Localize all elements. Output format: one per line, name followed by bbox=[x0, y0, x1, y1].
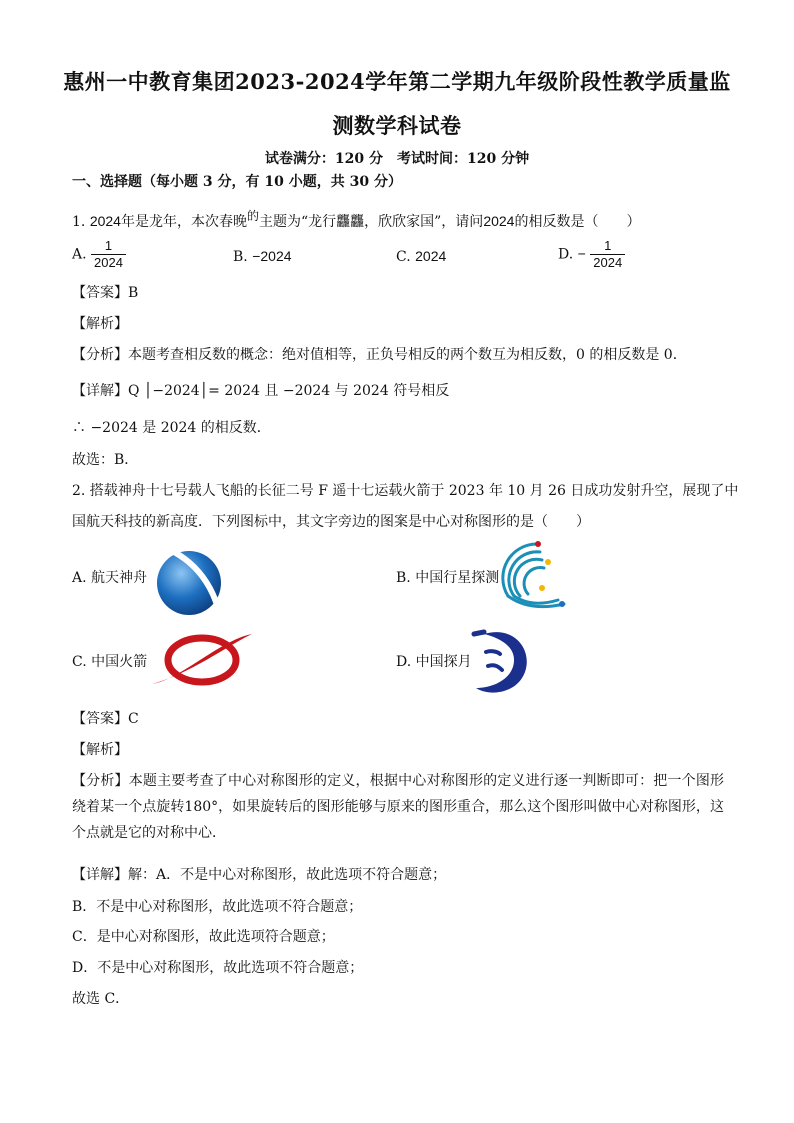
q1-option-d bbox=[558, 238, 625, 271]
q1-analysis-heading: 【解析】 bbox=[72, 316, 128, 332]
q1-text-2: 主题为“龙行龘龘，欣欣家国”，请问 bbox=[258, 214, 484, 230]
option-value: 2024 bbox=[415, 248, 447, 264]
q1-year-1: 2024 bbox=[89, 213, 121, 229]
rocket-logo-icon bbox=[150, 630, 254, 690]
q1-detail: 【详解】Q │−2024│= 2024 且 −2024 与 2024 符号相反 bbox=[72, 383, 450, 399]
spacecraft-logo-icon bbox=[146, 538, 228, 620]
q2-stem-line-2: 国航天科技的新高度．下列图标中，其文字旁边的图案是中心对称图形的是（ ） bbox=[72, 514, 590, 530]
q1-text-1: 年是龙年，本次春晚 bbox=[120, 214, 247, 230]
option-label: B. bbox=[233, 249, 248, 265]
q1-option-a bbox=[72, 238, 126, 271]
q2-option-a: A. 航天神舟 bbox=[72, 570, 148, 586]
q1-text-3: 的相反数是（ ） bbox=[514, 214, 641, 230]
q2-analysis: 【分析】本题主要考查了中心对称图形的定义，根据中心对称图形的定义进行逐一判断即可：把一个图形绕着某一个点旋转180°，如果旋转后的图形能够与原来的图形重合，那么这个图形叫做中心对称图形，这个点就是它的对称中心． bbox=[72, 773, 724, 841]
minus-sign: − bbox=[577, 245, 586, 262]
q1-number: 1. bbox=[72, 214, 86, 230]
q2-option-d: D. 中国探月 bbox=[396, 654, 472, 670]
q2-detail-d: D．不是中心对称图形，故此选项不符合题意； bbox=[72, 960, 364, 976]
q1-year-2: 2024 bbox=[483, 213, 515, 229]
q1-option-c bbox=[396, 246, 446, 267]
q2-analysis-heading: 【解析】 bbox=[72, 742, 128, 758]
fraction bbox=[91, 238, 126, 271]
q2-answer: 【答案】C bbox=[72, 711, 139, 727]
option-label: D. bbox=[558, 246, 574, 263]
q2-option-c: C. 中国火箭 bbox=[72, 654, 148, 670]
q1-answer: 【答案】B bbox=[72, 285, 139, 301]
q1-conclusion: 故选：B． bbox=[72, 452, 139, 468]
title-line-2: 测数学科试卷 bbox=[332, 113, 462, 138]
denominator: 2024 bbox=[94, 255, 123, 270]
lunar-exploration-logo-icon bbox=[470, 626, 534, 696]
q2-option-b: B. 中国行星探测 bbox=[396, 570, 500, 586]
q1-therefore: ∴ −2024 是 2024 的相反数． bbox=[72, 420, 271, 436]
q1-stem bbox=[72, 206, 640, 232]
q1-analysis: 【分析】本题考查相反数的概念：绝对值相等，正负号相反的两个数互为相反数，0 的相反数是 0． bbox=[72, 347, 687, 363]
q1-option-b bbox=[233, 246, 292, 267]
q2-detail-c: C．是中心对称图形，故此选项符合题意； bbox=[72, 929, 335, 945]
q2-stem-line-1: 2. 搭载神舟十七号载人飞船的长征二号 F 遥十七运载火箭于 2023 年 10 月 26 日成功发射升空，展现了中 bbox=[72, 483, 739, 499]
q2-conclusion: 故选 C． bbox=[72, 991, 130, 1007]
q1-sup: 的 bbox=[246, 209, 259, 223]
title-line-1: 惠州一中教育集团2023-2024学年第二学期九年级阶段性教学质量监 bbox=[63, 69, 731, 94]
option-value: −2024 bbox=[252, 248, 292, 264]
numerator: 1 bbox=[91, 238, 126, 255]
section-heading: 一、选择题（每小题 3 分，有 10 小题，共 30 分） bbox=[72, 174, 402, 190]
option-label: A. bbox=[72, 246, 87, 263]
fraction bbox=[590, 238, 625, 271]
numerator: 1 bbox=[590, 238, 625, 255]
planet-exploration-logo-icon bbox=[500, 538, 576, 614]
option-label: C. bbox=[396, 249, 411, 265]
denominator: 2024 bbox=[593, 255, 623, 270]
q2-detail-a: 【详解】解：A．不是中心对称图形，故此选项不符合题意； bbox=[72, 867, 447, 883]
q2-detail-b: B．不是中心对称图形，故此选项不符合题意； bbox=[72, 899, 363, 915]
exam-info: 试卷满分：120 分 考试时间：120 分钟 bbox=[264, 151, 530, 167]
